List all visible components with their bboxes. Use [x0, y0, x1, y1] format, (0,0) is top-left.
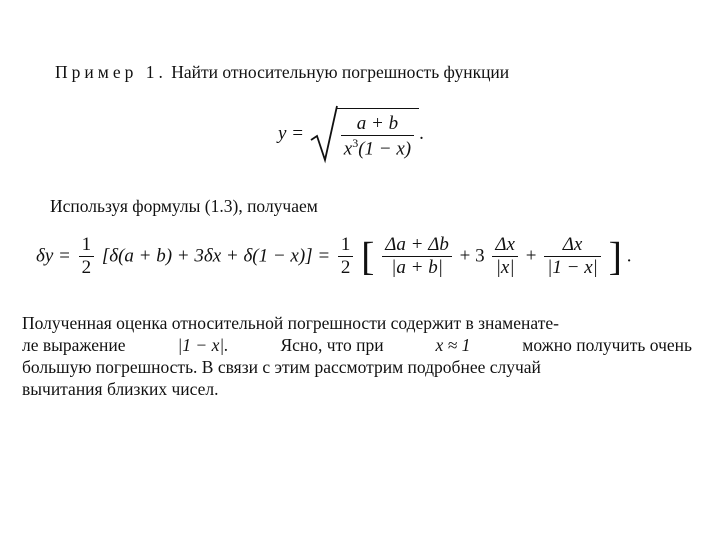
- formula2-term-2: [492, 234, 518, 279]
- formula2-plus-3: + 3: [459, 245, 485, 267]
- paragraph-line-3: большую погрешность. В связи с этим рассмотрим подробнее случай: [22, 357, 541, 377]
- formula2-term-3: [544, 234, 601, 279]
- formula2-half-1-num: 1: [81, 234, 92, 255]
- formula-y-den-b: (1 − x): [358, 138, 412, 160]
- sqrt-sign-icon: [309, 104, 339, 164]
- left-bracket-icon: [: [361, 233, 375, 279]
- paragraph-line-4: вычитания близких чисел.: [22, 379, 219, 399]
- formula2-half-2: [338, 234, 354, 279]
- formula-y-den-x: x: [343, 138, 353, 160]
- formula2-half-2-num: 1: [340, 234, 351, 255]
- formula2-half-2-den: 2: [338, 256, 354, 279]
- paragraph-line-2-b: Ясно, что при: [280, 335, 384, 355]
- formula2-term-1-num: Δa + Δb: [385, 234, 449, 255]
- formula2-term-3-num: Δx: [562, 234, 583, 255]
- formula2-term-1-den: |a + b|: [382, 256, 452, 279]
- example-text: Найти относительную погрешность функции: [171, 62, 510, 82]
- formula2-lhs: δy =: [36, 245, 71, 267]
- formula2-half-1: [79, 234, 95, 279]
- paragraph-line-1: Полученная оценка относительной погрешности содержит в знаменате-: [22, 313, 559, 333]
- paragraph-line-2-c: можно получить очень: [522, 335, 692, 355]
- formula2-plus: +: [525, 245, 537, 267]
- formula2-half-1-den: 2: [79, 256, 95, 279]
- formula-y: [278, 104, 424, 164]
- using-formulas-text: Используя формулы (1.3), получаем: [50, 196, 318, 216]
- formula2-tail: .: [626, 245, 632, 267]
- formula2-term-2-den: |x|: [492, 256, 518, 279]
- example-label: Пример 1.: [55, 62, 167, 82]
- formula2-bracket-expr: [δ(a + b) + 3δx + δ(1 − x)] =: [101, 245, 331, 267]
- formula-y-fraction: [341, 113, 414, 160]
- formula-y-den-exp: 3: [352, 135, 359, 150]
- paragraph-line-2-math-2: x ≈ 1: [435, 335, 471, 355]
- right-bracket-icon: ]: [608, 233, 622, 279]
- formula-y-lhs: y =: [278, 123, 305, 144]
- formula2-term-3-den: |1 − x|: [544, 256, 601, 279]
- example-heading: [55, 62, 509, 83]
- formula2-term-2-num: Δx: [495, 234, 515, 255]
- paragraph-line-2-a: ле выражение: [22, 335, 126, 355]
- formula-y-num: a + b: [356, 112, 399, 134]
- paragraph-line-2-math-1: |1 − x|.: [177, 335, 229, 355]
- formula-y-tail: .: [419, 123, 424, 144]
- formula-delta-y: [36, 234, 631, 279]
- conclusion-paragraph: [22, 312, 692, 400]
- formula2-term-1: [382, 234, 452, 279]
- paragraph-line-2: [22, 334, 692, 356]
